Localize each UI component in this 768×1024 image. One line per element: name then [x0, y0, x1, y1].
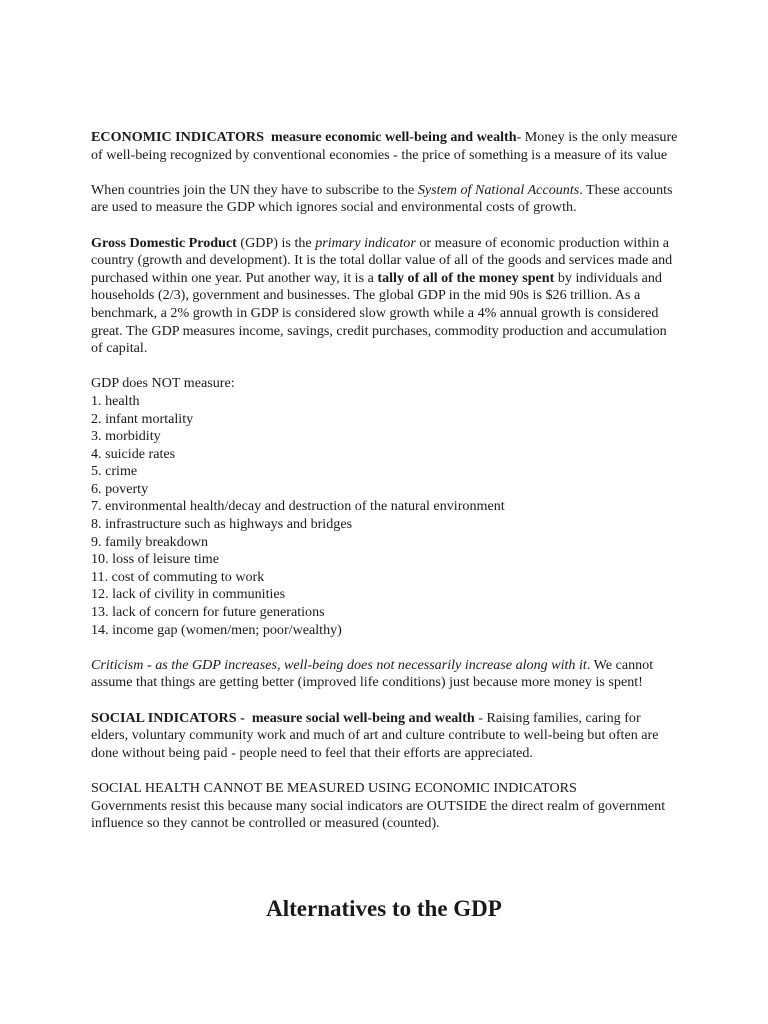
list-item: 14. income gap (women/men; poor/wealthy) [91, 621, 342, 638]
list-item: 12. lack of civility in communities [91, 586, 286, 603]
term-economic-indicators: ECONOMIC INDICATORS [91, 129, 264, 145]
paragraph-social-health [91, 780, 681, 833]
list-item: 3. morbidity [91, 428, 161, 445]
text-gdp-1: (GDP) is the [236, 234, 316, 251]
paragraph-social-indicators [91, 710, 681, 763]
gdp-not-measure-heading: GDP does NOT measure: [91, 375, 235, 392]
list-item: 5. crime [91, 463, 138, 480]
term-social-indicators: SOCIAL INDICATORS - [91, 709, 245, 726]
list-item: 11. cost of commuting to work [91, 568, 265, 585]
phrase-tally-money: tally of all of the money spent [377, 269, 555, 286]
term-gdp: Gross Domestic Product [91, 234, 237, 251]
text-criticism: Criticism - as the GDP increases, well-being does not necessarily increase along with it [91, 656, 587, 673]
list-item: 7. environmental health/decay and destruction of the natural environment [91, 498, 505, 515]
list-item: 8. infrastructure such as highways and bridges [91, 516, 353, 533]
list-item: 4. suicide rates [91, 445, 176, 462]
term-primary-indicator: primary indicator [315, 234, 416, 251]
section-heading-alternatives: Alternatives to the GDP [266, 896, 502, 921]
text-un-before: When countries join the UN they have to subscribe to the [91, 181, 418, 198]
list-item: 9. family breakdown [91, 533, 209, 550]
list-item: 6. poverty [91, 480, 149, 497]
text-social-health-caps: SOCIAL HEALTH CANNOT BE MEASURED USING ECONOMIC INDICATORS [91, 779, 577, 796]
document-body [91, 129, 681, 850]
list-item: 10. loss of leisure time [91, 551, 219, 568]
text-social-description: - Raising families, caring for elders, voluntary community work and much of art and culture contribute to well-being but often are done without being paid - people need to feel that their efforts are appreciated. [91, 709, 659, 761]
gdp-not-measure-list [91, 393, 681, 639]
text-gdp-2: or measure of economic production within a country (growth and development). It is the total dollar value of all of the goods and services made and purchased within one year. Put another way, it is a [91, 234, 673, 286]
phrase-measure-economic: measure economic well-being and wealth [270, 129, 517, 145]
phrase-measure-social: measure social well-being and wealth [251, 709, 475, 726]
text-un-after: . These accounts are used to measure the GDP which ignores social and environmental costs of growth. [91, 181, 673, 216]
text-governments-resist: Governments resist this because many social indicators are OUTSIDE the direct realm of government influence so they cannot be controlled or measured (counted). [91, 797, 666, 832]
paragraph-economic-indicators [91, 129, 681, 164]
paragraph-criticism [91, 657, 681, 692]
list-item: 13. lack of concern for future generations [91, 604, 325, 621]
list-item: 2. infant mortality [91, 410, 194, 427]
text-criticism-rest: . We cannot assume that things are getting better (improved life conditions) just because more money is spent! [91, 656, 654, 691]
list-item: 1. health [91, 392, 140, 409]
paragraph-un-accounts [91, 182, 681, 217]
term-system-national-accounts: System of National Accounts [417, 181, 580, 198]
text-economic-description: - Money is the only measure of well-being recognized by conventional economies - the price of something is a measure of its value [91, 129, 678, 163]
text-gdp-3: by individuals and households (2/3), government and businesses. The global GDP in the mid 90s is $26 trillion. As a benchmark, a 2% growth in GDP is considered slow growth while a 4% annual growth is considered great. The GDP measures income, savings, credit purchases, commodity production and accumulation of capital. [91, 269, 667, 357]
paragraph-gdp-definition [91, 235, 681, 358]
